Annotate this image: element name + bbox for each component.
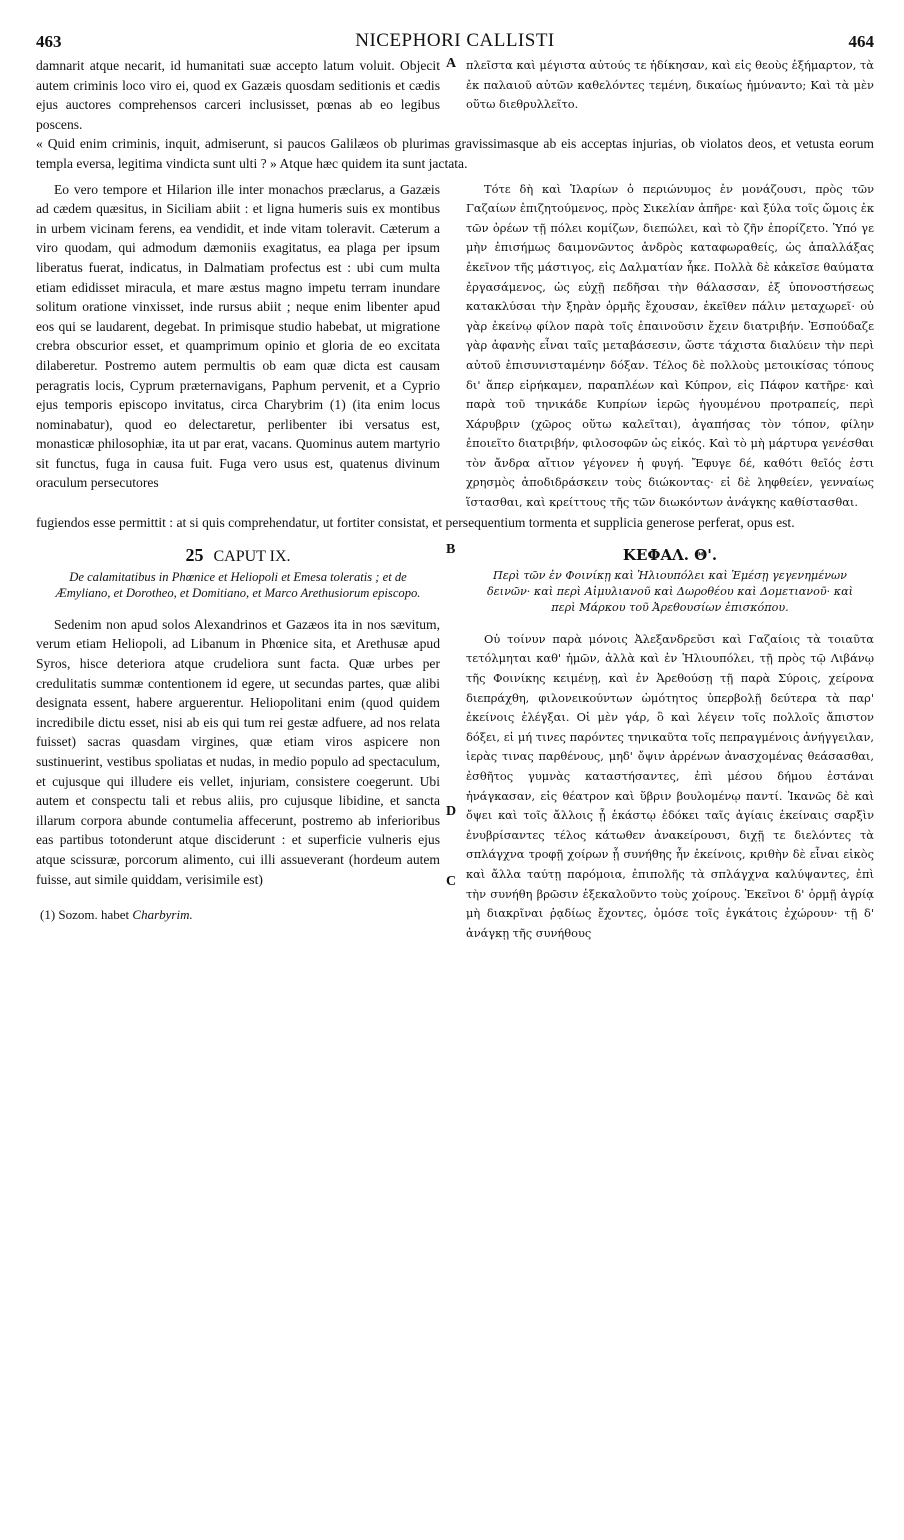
margin-marker-b: B <box>446 541 456 557</box>
page <box>36 30 874 1520</box>
top-columns <box>36 56 874 134</box>
chapter-columns <box>36 546 874 943</box>
latin-paragraph: Sedenim non apud solos Alexandrinos et Gazæos ita in nos sævitum, verum etiam Heliopoli, ad Libanum in Phœnice sita, et Arethusæ apud Syros, hisce deteriora atque crudeliora sunt facta. Quæ urbes per credulitatis summæ contentionem id egere, ut secundas partes, quæ alibi designata essent, habere arguerentur. Heliopolitani enim (quod quidem incredibile dictu esset, nisi ab eis qui tum rei gestæ adfuere, ad nos relata fuisset) sacras quasdam virgines, quæ etiam viros aspicere non sustinuerint, vestibus spoliatas et nudas, in medio populo ad spectaculum, et cujusque qui illudere eis vellet, injuriam, consistere coegerunt. Ubi autem et conspectu tali et rebus aliis, pro cujusque libidine, et sancta illarum corpora abunde contumelia affecerunt, postremo ab inferioribus eas partibus totonderunt atque disciderunt : et superficie vulneris ejus atque scissuræ, porcorum alimento, cui illi assueverant (hordeum autem fuisse, aut simile quiddam, verisimile est) <box>36 616 440 887</box>
margin-marker-a: A <box>446 56 457 71</box>
chapter-number: 25 <box>185 545 204 566</box>
caput-label: CAPUT IX. <box>213 548 291 566</box>
footnote <box>36 905 440 925</box>
footnote-italic: Charbyrim. <box>132 907 193 923</box>
running-title: NICEPHORI CALLISTI <box>355 30 555 51</box>
greek-paragraph: Τότε δὴ καὶ Ἱλαρίων ὁ περιώνυμος ἐν μονάζουσι, πρὸς τῶν Γαζαίων ἐπιζητούμενος, πρὸς Σικελίαν ἀπῆρε· καὶ ξύλα τοῖς ὤμοις ἐκ τῶν ὀρέων τῇ πόλει κομίζων, διεπώλει, καὶ τὸ ζῆν ἐπορίζετο. Ὑπό γε μὴν ἐπισήμως δαιμονῶντος ἀνδρὸς καταφωραθείς, ὡς ἀπαλλάξας ἐκεῖνον τῆς μάστιγος, εἰς Δαλματίαν ἧκε. Πολλὰ δὲ κἀκεῖσε θαύματα ἐργασάμενος, ὡς εὐχῇ πεδῆσαι τὴν θάλασσαν, ἐξ ὑπονοστήσεως κατακλύσαι τὴν ξηρὰν ὁρμῆς ἔχουσαν, ἐκεῖθεν πάλιν μεταχωρεῖ· οὐ γὰρ ἐκείνῳ φίλον παρὰ τοῖς ἐπαινοῦσιν ἔχειν διατριβήν. Ἐσπούδαζε γὰρ ἀφανὴς εἶναι ταῖς μεταβάσεσιν, ὥστε τάχιστα διαλύειν τὴν περὶ αὐτοῦ ἐπισυνισταμένην δόξαν. Τέλος δὲ πολλοὺς μετοικίσας τόπους δι' ἅπερ εἰρήκαμεν, παραπλέων καὶ Κύπρον, εἰς Πάφον κατῆρε· καὶ παρὰ τοῦ τηνικάδε Κυπρίων ἱερῶς ἡγουμένου προτραπείς, περὶ Χάρυβριν (χῶρος οὕτω καλεῖται), ἀγαπήσας τὸν τόπον, φίλην ἐποιεῖτο διατριβήν, φιλοσοφῶν ὡς εἰκός. Καὶ τὸ μὴ μάρτυρα γενέσθαι τὸν ἄνδρα αἴτιον γέγονεν ἡ φυγή. Ἔφυγε δέ, καθότι θεῖός ἐστι χρησμὸς ἀποδιδράσκειν τοὺς διώκοντας· εἰ δὲ ληφθείεν, γενναίως ἵστασθαι, καὶ κρείττους τῆς τῶν διωκόντων ἀνάγκης καθίστασθαι. <box>466 181 874 510</box>
greek-paragraph: πλεῖστα καὶ μέγιστα αὐτούς τε ἠδίκησαν, καὶ εἰς θεοὺς ἐξήμαρτον, τὰ ἐκ παλαιοῦ αὐτῶν καθελόντες τεμένη, δικαίως ἠμύναντο; Καὶ τὰ μὲν οὕτω διεθρυλλεῖτο. <box>466 58 874 112</box>
page-number-right: 464 <box>848 32 874 51</box>
full-width-paragraph: fugiendos esse permittit : at si quis comprehendatur, ut fortiter consistat, et persequentium tormenta et supplicia generose perferat, opus est. <box>36 514 795 530</box>
page-header <box>36 30 874 56</box>
greek-column <box>466 180 874 513</box>
chapter-heading-latin <box>36 546 440 567</box>
margin-marker-d: D <box>446 804 457 820</box>
footnote-text: (1) Sozom. habet <box>40 907 130 923</box>
latin-column <box>36 546 440 943</box>
chapter-summary-latin: De calamitatibus in Phœnice et Heliopoli et Emesa toleratis ; et de Æmyliano, et Dorotheo, et Domitiano, et Marco Arethusiorum episcopo. <box>55 569 421 600</box>
greek-column <box>466 546 874 943</box>
margin-marker-c: C <box>446 873 457 889</box>
latin-column <box>36 180 440 513</box>
chapter-summary-greek: Περὶ τῶν ἐν Φοινίκῃ καὶ Ἡλιουπόλει καὶ Ἐμέσῃ γεγενημένων δεινῶν· καὶ περὶ Αἰμυλιανοῦ καὶ Δωροθέου καὶ Δομετιανοῦ· καὶ περὶ Μάρκου τοῦ Ἀρεθουσίων ἐπισκόπου. <box>486 568 854 614</box>
page-number-left: 463 <box>36 32 62 51</box>
latin-column <box>36 56 440 134</box>
greek-paragraph: Οὐ τοίνυν παρὰ μόνοις Ἀλεξανδρεῦσι καὶ Γαζαίοις τὰ τοιαῦτα τετόλμηται καθ' ἡμῶν, ἀλλὰ καὶ ἐν Ἡλιουπόλει, τῇ πρὸς τῷ Λιβάνῳ τῆς Φοινίκης κειμένῃ, καὶ ἐν Ἀρεθούσῃ τῇ παρὰ Σύροις, χείρονα διεπράχθη, φιλονεικούντων ὠμότητος ὑπερβολῇ δεύτερα τὰ παρ' ἐκείνοις ἐλέγξαι. Οἱ μὲν γάρ, ὃ καὶ λέγειν τοῖς πολλοῖς ἄπιστον δόξει, εἰ μή τινες παρόντες τηνικαῦτα τοῖς πεπραγμένοις ἀνήγγειλαν, ἱερὰς τινας παρθένους, μηδ' ὄψιν ἀρρένων ἀνασχομένας θεάσασθαι, ἐσθῆτος γυμνὰς καταστήσαντες, ἐπὶ μέσου δήμου ἑστάναι ἠνάγκασαν, εἰς θέατρον καὶ ὕβριν βουλομένῳ παντί. Ἱκανῶς δὲ καὶ ὄψει καὶ τοῖς ἄλλοις ᾗ ἑκάστῳ ἐδόκει ταῖς ἁγίαις ἐκείναις σαρξὶν ἐνυβρίσαντες τέλος κάτωθεν ἀνακείρουσι, διχῇ τε διελόντες τὰ σπλάγχνα τροφῇ χοίρων ᾗ συνήθης ἦν ἐκείνοις, κριθὴν δὲ εἶναι εἰκὸς καὶ ἄλλα ταύτῃ παρόμοια, ἐπιπολῆς τὰ σπλάγχνα καλύψαντες, ἐπὶ τὴν συνήθη βρῶσιν ἐξεκαλοῦντο τοὺς χοίρους. Ἐκεῖνοι δ' ὁρμῇ ἀγρίᾳ μὴ διακρῖναι ῥᾳδίως ἔχοντες, ὁμόσε τοῖς ἐγκάτοις ἐχώρουν· τῇ δ' ἀνάγκῃ τῆς συνήθους <box>466 631 874 940</box>
latin-paragraph: Eo vero tempore et Hilarion ille inter monachos præclarus, a Gazæis ad cædem quæsitus, in Siciliam abiit : et ligna humeris suis ex montibus in urbem vicinam ferens, ea vendidit, et inde vitam toleravit. Cæterum a viro quodam, qui admodum dæmoniis exagitatus, ea plaga per ipsum liberatus fuerat, indicatus, in Dalmatiam profectus est : ubi cum multa etiam edidisset miracula, et mare æstus magno impetu terram inundare solitum oratione vinxisset, inde rursus abiit ; neque enim libenter apud eos qui se laudarent, degebat. In primisque studio habebat, ut migratione crebra obscurior esset, et quamprimum opinio et gloria de eo excitata dilaberetur. Postremo autem permultis ob eam quæ dicta est causam peragratis locis, Cyprum præternavigans, Paphum pervenit, et a Cyprio ejus temporis episcopo invitatus, circa Charybrim (1) (ita enim locus nominabatur), quod eo delectaretur, perlibenter ibi versatus est, monasticæ philosophiæ, ita ut par erat, vacans. Quominus autem martyrio sit functus, fuga in causa fuit. Fuga vero usus est, quatenus divinum oraculum persecutores <box>36 181 440 491</box>
latin-paragraph: damnarit atque necarit, id humanitati suæ accepto latum voluit. Objecit autem criminis loco viro ei, quod ex Gazæis quosdam seditionis et cædis ejus auctores comprehensos carceri inclusisset, pœnas ab eo legibus poscens. <box>36 58 440 132</box>
greek-column <box>466 56 874 134</box>
chapter-heading-greek: ΚΕΦΑΛ. Θ'. <box>622 546 718 565</box>
full-width-paragraph: « Quid enim criminis, inquit, admiserunt, si paucos Galilæos ob plurimas gravissimasque ab eis acceptas injurias, ob violatos deos, et vetusta eorum templa eversa, legitima vindicta sunt ulti ? » Atque hæc quidem ita sunt jactata. <box>36 136 874 171</box>
